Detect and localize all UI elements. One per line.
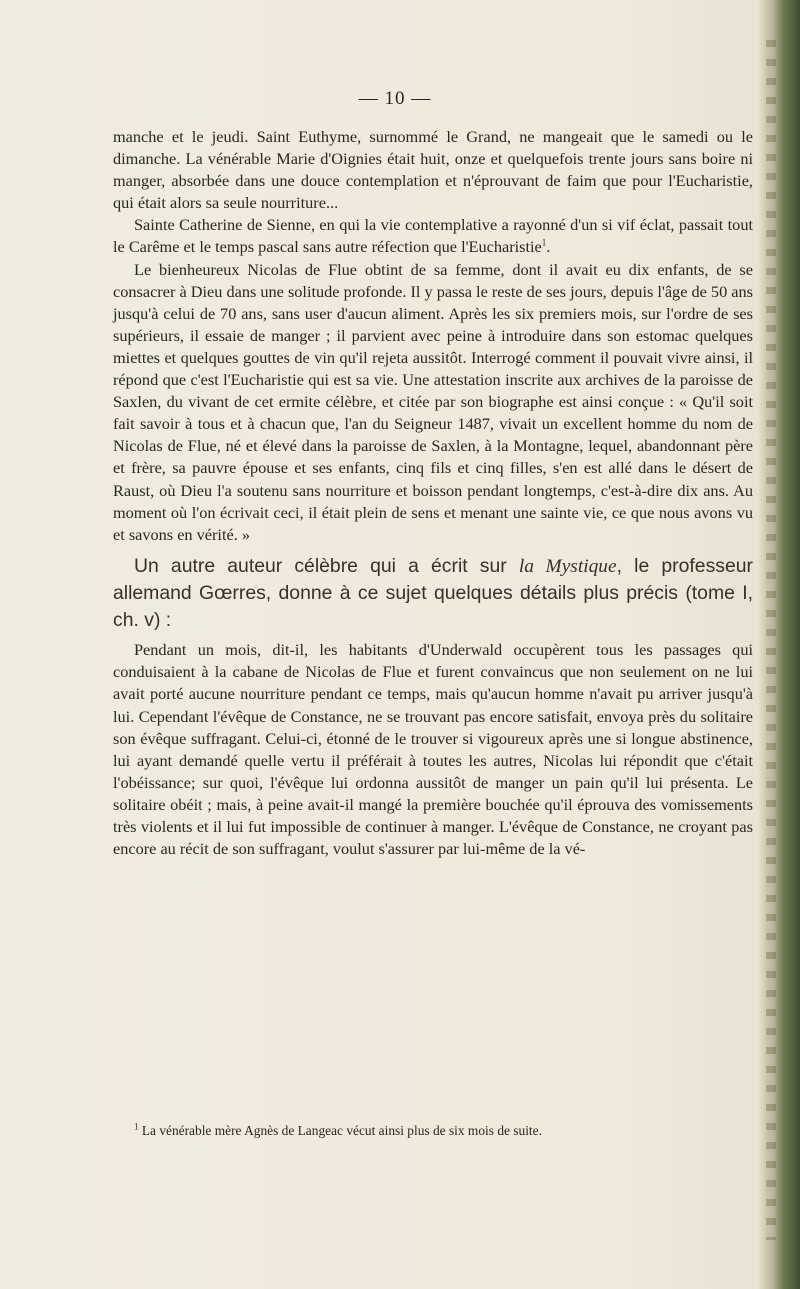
footnote-mark: 1	[134, 1121, 139, 1132]
transition-text-a: Un autre auteur célèbre qui a écrit sur	[134, 554, 519, 577]
paragraph-text: Sainte Catherine de Sienne, en qui la vie contemplative a rayonné d'un si vif éclat, passait tout le Carême et le temps pascal sans autre réfection que l'Eucharistie	[113, 215, 753, 257]
footnote-text: La vénérable mère Agnès de Langeac vécut ainsi plus de six mois de suite.	[138, 1123, 542, 1138]
paragraph-continued: manche et le jeudi. Saint Euthyme, surnommé le Grand, ne mangeait que le samedi ou le dimanche. La vénérable Marie d'Oignies était huit, onze et quelquefois trente jours sans boire ni manger, absorbée dans une douce contemplation et n'éprouvant de faim que pour l'Eucharistie, qui était alors sa seule nourriture...	[113, 127, 753, 213]
page-body	[113, 126, 753, 860]
page-edge-shadow	[758, 0, 800, 1289]
footnote-reference[interactable]: 1	[541, 238, 547, 249]
paragraph-nicolas: Le bienheureux Nicolas de Flue obtint de sa femme, dont il avait eu dix enfants, de se consacrer à Dieu dans une solitude profonde. Il y passa le reste de ses jours, depuis l'âge de 50 ans jusqu'à celui de 70 ans, sans user d'aucun aliment. Après les six premiers mois, sur l'ordre de ses supérieurs, il essaie de manger ; il parvient avec peine à introduire dans son estomac quelques miettes et quelques gouttes de vin qu'il rejeta aussitôt. Interrogé comment il pouvait vivre ainsi, il répond que c'est l'Eucharistie qui est sa vie. Une attestation inscrite aux archives de la paroisse de Saxlen, du vivant de cet ermite célèbre, et citée par son biographe est ainsi conçue : « Qu'il soit fait savoir à tous et à chacun que, l'an du Seigneur 1487, vivait un excellent homme du nom de Nicolas de Flue, né et élevé dans la paroisse de Saxlen, à la Montagne, lequel, abandonnant père et frère, sa pauvre épouse et ses enfants, cinq fils et cinq filles, s'en est allé dans le désert de Raust, où Dieu l'a soutenu sans nourriture et boisson pendant longtemps, c'est-à-dire dix ans. Au moment où l'on écrivait ceci, il était plein de sens et menant une sainte vie, ce que nous avons vu et savons en vérité. »	[113, 259, 753, 544]
transition-text-b: , le professeur allemand Gœrres, donne à ce sujet quelques détails plus précis (tome I, ch. v) :	[113, 554, 753, 631]
paragraph-goerres-quote: Pendant un mois, dit-il, les habitants d'Underwald occupèrent tous les passages qui conduisaient à la cabane de Nicolas de Flue et furent convaincus que non seulement on ne lui avait porté aucune nourriture pendant ce temps, mais qu'aucun homme n'avait pu arriver jusqu'à lui. Cependant l'évêque de Constance, ne se trouvant pas encore satisfait, envoya près du solitaire son évêque suffragant. Celui-ci, étonné de le trouver si vigoureux après une si longue abstinence, lui ayant demandé quelle vertu il préférait à toutes les autres, Nicolas lui répondit que c'était l'obéissance; sur quoi, l'évêque lui ordonna aussitôt de manger un pain qu'il lui présenta. Le solitaire obéit ; mais, à peine avait-il mangé la première bouchée qu'il éprouva des vomissements très violents et il lui fut impossible de continuer à manger. L'évêque de Constance, ne croyant pas encore au récit de son suffragant, voulut s'assurer par lui-même de la vé-	[113, 640, 753, 859]
page-number: — 10 —	[358, 88, 432, 109]
footnote	[113, 1122, 763, 1140]
transition-heading	[113, 553, 753, 634]
paragraph-catherine	[113, 214, 753, 258]
paragraph-end: .	[546, 237, 551, 257]
book-title: la Mystique	[518, 555, 617, 577]
